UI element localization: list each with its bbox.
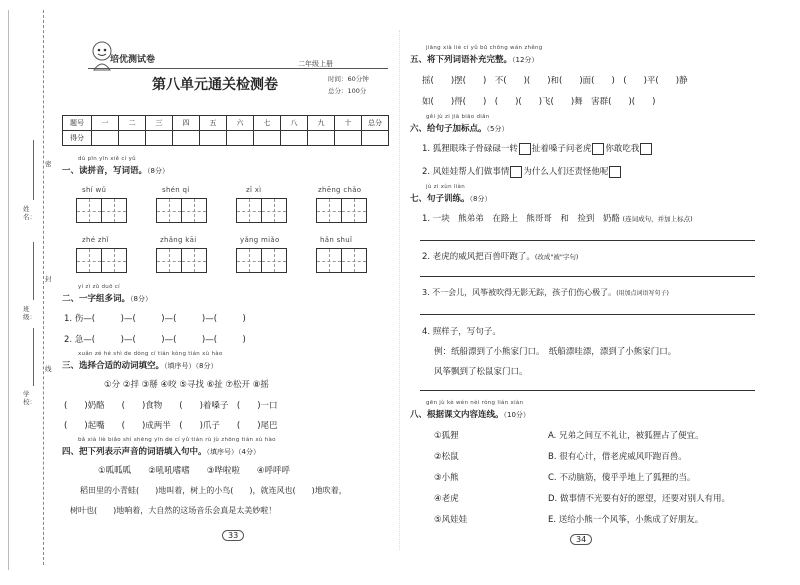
writing-grid[interactable] <box>156 248 206 273</box>
score-cell[interactable] <box>227 131 254 146</box>
score-cell[interactable] <box>254 131 281 146</box>
s6-title: 六、给句子加标点。（5分） <box>410 124 509 134</box>
score-cell[interactable] <box>308 131 335 146</box>
score-cell[interactable] <box>335 131 362 146</box>
answer-line[interactable] <box>420 390 755 391</box>
s1-pinyin-word: shí wǔ <box>82 186 107 194</box>
match-left-item[interactable]: ①狐狸 <box>434 431 459 441</box>
seal-char: 封 <box>45 275 52 283</box>
seal-char: 线 <box>45 365 52 373</box>
writing-grid[interactable] <box>236 248 286 273</box>
s4-line[interactable]: 稻田里的小青蛙( )地叫着，树上的小鸟( )，就连风也( )地吹着， <box>80 486 347 495</box>
s1-pinyin-word: zhé zhǐ <box>82 236 109 244</box>
writing-grid[interactable] <box>316 198 366 223</box>
page-number-left: 33 <box>222 523 244 542</box>
score-row-label: 得分 <box>63 131 92 146</box>
punct-box[interactable] <box>519 143 531 155</box>
s5-row[interactable]: 如( )得( ) ( )( )飞( )舞 害群( )( ) <box>422 97 656 107</box>
score-head-cell: 总分 <box>362 116 389 131</box>
s7-example: 例：纸船漂到了小熊家门口。 纸船漂哇漂，漂到了小熊家门口。 <box>434 347 677 357</box>
s6-pinyin: gěi jù zi jiā biāo diǎn <box>426 114 490 120</box>
s3-row[interactable]: ( )奶酪 ( )食物 ( )着嗓子 ( )一口 <box>64 401 278 411</box>
punct-box[interactable] <box>609 166 621 178</box>
s1-title: 一、读拼音，写词语。（8分） <box>62 166 169 176</box>
header-rule <box>88 68 388 69</box>
score-head-cell: 七 <box>254 116 281 131</box>
binding-strip <box>8 10 57 570</box>
s7-prompt: 风筝飘到了松鼠家门口。 <box>434 367 528 377</box>
match-right-item[interactable]: D. 做事情不光要有好的愿望，还要对别人有用。 <box>548 494 730 504</box>
seal-char: 密 <box>45 160 52 168</box>
s8-pinyin: gēn jù kè wén nèi róng lián xiàn <box>426 400 524 406</box>
s5-row[interactable]: 摇( )摆( ) 不( )( )和( )面( ) ( )平( )静 <box>422 76 688 86</box>
school-field[interactable] <box>33 328 34 386</box>
score-cell[interactable] <box>281 131 308 146</box>
class-label: 班级： <box>23 305 36 321</box>
time-label: 时间：60分钟 <box>328 75 369 83</box>
score-cell[interactable] <box>362 131 389 146</box>
s2-title: 二、一字组多词。（8分） <box>62 294 152 304</box>
match-left-item[interactable]: ④老虎 <box>434 494 459 504</box>
s3-options: ①分 ②拌 ③掰 ④咬 ⑤寻找 ⑥扯 ⑦松开 ⑧摇 <box>104 380 269 390</box>
answer-line[interactable] <box>420 314 755 315</box>
s1-pinyin-word: zhēng chǎo <box>318 186 362 194</box>
score-head-cell: 三 <box>146 116 173 131</box>
s7-q3: 3. 不一会儿，风筝被吹得无影无踪，孩子们伤心极了。(用加点词语写句子) <box>422 288 669 297</box>
match-right-item[interactable]: A. 兄弟之间互不礼让，被狐狸占了便宜。 <box>548 431 704 441</box>
score-table <box>62 115 389 146</box>
s4-title: 四、把下列表示声音的词语填入句中。（填序号）（4分） <box>62 447 260 457</box>
match-right-item[interactable]: E. 送给小熊一个风筝，小熊成了好朋友。 <box>548 515 704 525</box>
score-cell[interactable] <box>200 131 227 146</box>
s7-q1: 1. 一块 熊弟弟 在路上 熊哥哥 和 捡到 奶酪 (连词成句，并加上标点) <box>422 214 693 224</box>
s5-pinyin: jiāng xià liè cí yǔ bǔ chōng wán zhěng <box>426 45 543 51</box>
logo-text: 培优测试卷 <box>110 55 156 65</box>
page-title: 第八单元通关检测卷 <box>152 77 278 93</box>
page-number-right: 34 <box>570 527 592 546</box>
answer-line[interactable] <box>420 276 755 277</box>
punct-box[interactable] <box>640 143 652 155</box>
s1-pinyin-word: shén qí <box>162 186 190 194</box>
score-head-cell: 九 <box>308 116 335 131</box>
s1-pinyin-word: hǎn shuǐ <box>320 236 353 244</box>
match-right-item[interactable]: C. 不动脑筋，傻乎乎地上了狐狸的当。 <box>548 473 696 483</box>
score-head-cell: 二 <box>119 116 146 131</box>
s3-title: 三、选择合适的动词填空。（填序号）（8分） <box>62 361 218 371</box>
score-head-cell: 四 <box>173 116 200 131</box>
page-fold <box>399 30 400 550</box>
match-left-item[interactable]: ⑤风娃娃 <box>434 515 468 525</box>
score-header-row <box>63 116 389 131</box>
s4-line[interactable]: 树叶也( )地响着，大自然的这场音乐会真是太美妙啦！ <box>70 506 277 515</box>
score-cell[interactable] <box>119 131 146 146</box>
punct-box[interactable] <box>510 166 522 178</box>
school-label: 学校： <box>23 390 36 406</box>
match-left-item[interactable]: ③小熊 <box>434 473 459 483</box>
score-head-cell: 题号 <box>63 116 92 131</box>
s6-line: 1. 狐狸眼珠子骨碌碌一转 扯着嗓子问老虎 你敢吃我 <box>422 142 653 155</box>
class-field[interactable] <box>33 242 34 300</box>
name-field[interactable] <box>33 140 34 200</box>
seal-dashed-line <box>43 10 44 565</box>
s4-options: ①呱呱呱 ②吼吼嗜嗜 ③哗啦啦 ④呼呼呼 <box>98 466 290 476</box>
s7-q2: 2. 老虎的威风把百兽吓跑了。(改成"被"字句) <box>422 252 579 262</box>
s7-q4: 4. 照样子，写句子。 <box>422 327 501 337</box>
writing-grid[interactable] <box>156 198 206 223</box>
s7-title: 七、句子训练。（8分） <box>410 194 492 204</box>
writing-grid[interactable] <box>236 198 286 223</box>
s1-pinyin-word: yǎng miǎo <box>240 236 280 244</box>
score-head-cell: 一 <box>92 116 119 131</box>
punct-box[interactable] <box>592 143 604 155</box>
score-head-cell: 十 <box>335 116 362 131</box>
grade-label: 二年级上册 <box>298 60 333 68</box>
s7-pinyin: jù zi xùn liàn <box>426 184 466 190</box>
score-head-cell: 八 <box>281 116 308 131</box>
name-label: 姓名： <box>23 205 36 221</box>
s2-line[interactable]: 2. 急—( )—( )—( )—( ) <box>64 335 246 345</box>
answer-line[interactable] <box>420 240 755 241</box>
s3-pinyin: xuǎn zé hé shì de dòng cí tián kòng tián xù hào <box>78 351 223 357</box>
s1-pinyin: dú pīn yīn xiě cí yǔ <box>78 156 136 162</box>
score-row <box>63 131 389 146</box>
match-right-item[interactable]: B. 很有心计，借老虎威风吓跑百兽。 <box>548 452 687 462</box>
s3-row[interactable]: ( )起嘴 ( )成两半 ( )爪子 ( )尾巴 <box>64 421 278 431</box>
score-cell[interactable] <box>173 131 200 146</box>
score-head-cell: 五 <box>200 116 227 131</box>
total-label: 总分：100分 <box>328 87 367 95</box>
writing-grid[interactable] <box>76 198 126 223</box>
score-head-cell: 六 <box>227 116 254 131</box>
s4-pinyin: bǎ xià liè biǎo shì shēng yīn de cí yǔ tián rù jù zhōng tián xù hào <box>78 437 276 443</box>
score-cell[interactable] <box>146 131 173 146</box>
s5-title: 五、将下列词语补充完整。（12分） <box>410 55 539 65</box>
s1-pinyin-word: zǐ xì <box>246 186 262 194</box>
writing-grid[interactable] <box>76 248 126 273</box>
s2-line[interactable]: 1. 伤—( )—( )—( )—( ) <box>64 314 246 324</box>
match-left-item[interactable]: ②松鼠 <box>434 452 459 462</box>
writing-grid[interactable] <box>316 248 366 273</box>
s2-pinyin: yí zì zǔ duō cí <box>78 284 120 290</box>
s1-pinyin-word: zhǎng kāi <box>160 236 197 244</box>
score-cell[interactable] <box>92 131 119 146</box>
s8-title: 八、根据课文内容连线。（10分） <box>410 410 530 420</box>
s6-line: 2. 风娃娃帮人们做事情 为什么人们还责怪他呢 <box>422 165 622 178</box>
